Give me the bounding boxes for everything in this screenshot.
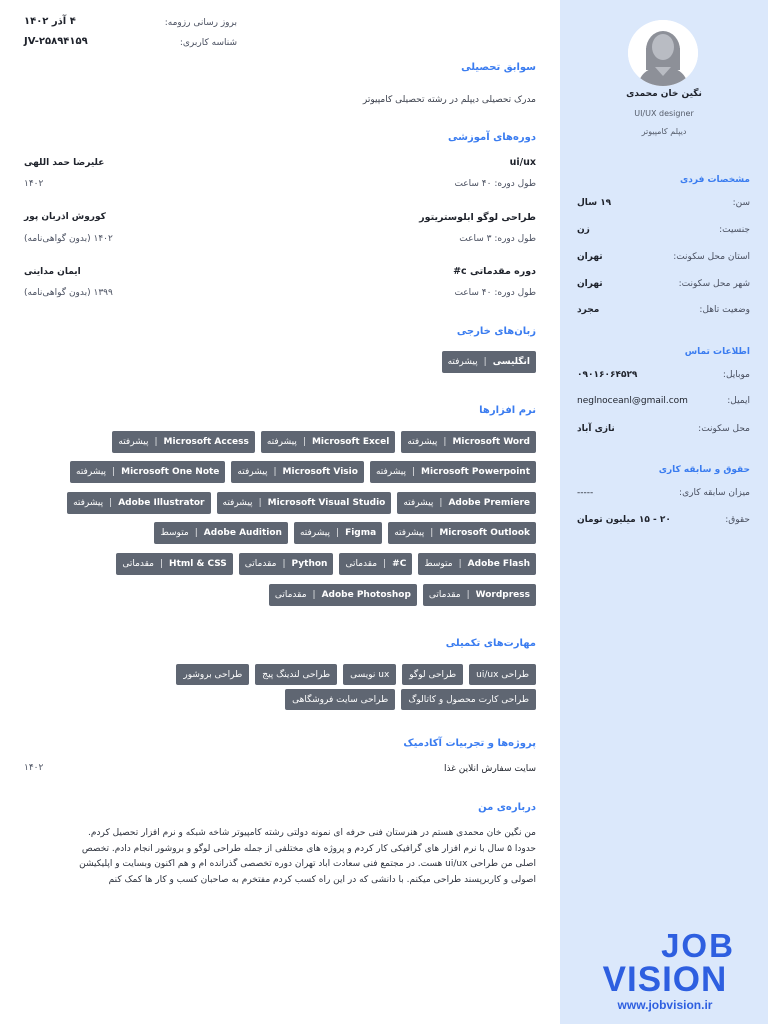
- software-tag: Microsoft One Note | پیشرفته: [70, 461, 225, 483]
- personal-row-gender: [577, 223, 750, 237]
- jobvision-logo: [582, 929, 744, 1014]
- skill-chip: ux نویسی: [343, 664, 396, 685]
- personal-row-marital: [577, 303, 750, 317]
- updated-value: ۴ آذر ۱۴۰۲: [24, 16, 76, 27]
- userid-label: شناسه کاربری:: [179, 38, 237, 48]
- software-tag: Adobe Illustrator | پیشرفته: [67, 492, 210, 514]
- salary-label: حقوق:: [725, 515, 750, 525]
- skills-row: [16, 664, 536, 685]
- software-tag: C# | مقدماتی: [339, 553, 412, 575]
- skill-chip: طراحی بروشور: [176, 664, 249, 685]
- courses-heading: دوره‌های آموزشی: [448, 132, 536, 143]
- course-title: ui/ux: [509, 157, 536, 168]
- contact-heading: اطلاعات تماس: [684, 347, 750, 357]
- mobile-value[interactable]: ۰۹۰۱۶۰۶۴۵۲۹: [577, 370, 638, 380]
- skill-chip: طراحی لندینگ پیج: [255, 664, 337, 685]
- experience-value: -----: [577, 488, 594, 498]
- languages-list: [16, 351, 536, 373]
- province-value: تهران: [577, 252, 603, 262]
- software-tag: Microsoft Word | پیشرفته: [401, 431, 536, 453]
- updated-label: بروز رسانی رزومه:: [164, 18, 237, 28]
- profile-job-title: UI/UX designer: [634, 109, 694, 118]
- course-instructor: علیرضا حمد اللهی: [24, 158, 105, 168]
- software-tag: Adobe Audition | متوسط: [154, 522, 287, 544]
- address-value: نازی آباد: [577, 424, 615, 434]
- profile-degree: دیپلم کامپیوتر: [641, 127, 687, 136]
- gender-value: زن: [577, 225, 590, 235]
- gender-label: جنسیت:: [719, 225, 750, 235]
- course-instructor: کوروش اذربان پور: [24, 212, 106, 222]
- software-tag: Adobe Photoshop | مقدماتی: [269, 584, 417, 606]
- software-tag: Microsoft Visio | پیشرفته: [231, 461, 364, 483]
- skills-heading: مهارت‌های تکمیلی: [445, 638, 536, 649]
- software-tag: Microsoft Outlook | پیشرفته: [388, 522, 536, 544]
- logo-line2: VISION: [602, 960, 728, 999]
- salary-row: [577, 513, 750, 527]
- course-instructor: ایمان مداینی: [24, 267, 81, 277]
- languages-heading: زبان‌های خارجی: [456, 326, 536, 337]
- mobile-label: موبایل:: [722, 370, 750, 380]
- about-line: حدودا ۵ سال با نرم افزار های گرافیکی کار کردم و پروژه های مختلفی از جمله طراحی لوگو و بروشور انجام دادم. تخصص: [81, 843, 536, 854]
- course-year: ۱۴۰۲: [24, 179, 44, 189]
- course-title: دوره مقدماتی c#: [453, 266, 536, 277]
- age-label: سن:: [732, 198, 750, 208]
- contact-row-email: [577, 394, 750, 408]
- logo-url: www.jobvision.ir: [617, 998, 713, 1012]
- marital-value: مجرد: [577, 305, 600, 315]
- about-heading: درباره‌ی من: [478, 802, 536, 813]
- contact-row-address: [577, 422, 750, 436]
- education-heading: سوابق تحصیلی: [461, 62, 536, 73]
- profile-sidebar: [560, 0, 768, 1024]
- projects-heading: پروژه‌ها و تجربیات آکادمیک: [403, 738, 536, 749]
- marital-label: وضعیت تاهل:: [699, 305, 750, 315]
- personal-row-city: [577, 277, 750, 291]
- experience-row: [577, 486, 750, 500]
- skill-chip: طراحی سایت فروشگاهی: [285, 689, 395, 710]
- project-year: ۱۴۰۲: [24, 763, 44, 773]
- userid-value: JV-۲۵۸۹۴۱۵۹: [24, 36, 88, 47]
- salary-heading: حقوق و سابقه کاری: [658, 465, 750, 475]
- profile-name: نگین خان محمدی: [626, 89, 702, 99]
- course-year: ۱۴۰۲ (بدون گواهی‌نامه): [24, 234, 113, 244]
- software-row: [16, 553, 536, 575]
- about-line: اصولی و کاربرپسند طراحی میکنم. با دانشی که در این راه کسب کردم مفتخرم به صاحبان کسب و کار ها کمک کنم: [108, 874, 536, 885]
- software-tag: Microsoft Visual Studio | پیشرفته: [217, 492, 392, 514]
- software-tag: Adobe Premiere | پیشرفته: [397, 492, 536, 514]
- software-row: [16, 461, 536, 483]
- skill-chip: طراحی لوگو: [402, 664, 463, 685]
- contact-row-mobile: [577, 368, 750, 382]
- experience-label: میزان سابقه کاری:: [679, 488, 750, 498]
- city-value: تهران: [577, 279, 603, 289]
- course-duration: طول دوره: ۳ ساعت: [459, 234, 536, 244]
- software-tag: Adobe Flash | متوسط: [418, 553, 536, 575]
- skill-chip: طراحی کارت محصول و کاتالوگ: [401, 689, 536, 710]
- project-title: سایت سفارش انلاین غذا: [443, 764, 536, 774]
- email-label: ایمیل:: [727, 396, 750, 406]
- skill-chip: طراحی ui/ux: [469, 664, 536, 685]
- course-duration: طول دوره: ۴۰ ساعت: [454, 288, 536, 298]
- about-line: من نگین خان محمدی هستم در هنرستان فنی حرفه ای نمونه دولتی رشته کامپیوتر شاخه شبکه و نرم افزار تحصیل کردم.: [88, 828, 536, 838]
- about-text: [24, 826, 536, 888]
- logo-line1: JOB: [661, 929, 735, 964]
- software-row: [16, 522, 536, 544]
- salary-value: ۲۰ - ۱۵ میلیون تومان: [577, 515, 671, 525]
- city-label: شهر محل سکونت:: [678, 279, 750, 289]
- software-tag: Wordpress | مقدماتی: [423, 584, 536, 606]
- province-label: استان محل سکونت:: [673, 252, 750, 262]
- software-row: [16, 492, 536, 514]
- software-heading: نرم افزارها: [479, 405, 536, 416]
- personal-row-province: [577, 250, 750, 264]
- software-row: [16, 584, 536, 606]
- language-tag: انگلیسی | پیشرفته: [442, 351, 536, 373]
- software-tag: Figma | پیشرفته: [294, 522, 382, 544]
- age-value: ۱۹ سال: [577, 198, 612, 208]
- personal-row-age: [577, 196, 750, 210]
- education-text: مدرک تحصیلی دیپلم در رشته تحصیلی کامپیوتر: [362, 95, 536, 105]
- software-tag: Python | مقدماتی: [239, 553, 334, 575]
- course-title: طراحی لوگو ابلوستریتور: [419, 212, 536, 223]
- course-duration: طول دوره: ۴۰ ساعت: [454, 179, 536, 189]
- software-row: [16, 431, 536, 453]
- female-avatar-icon: [628, 20, 698, 86]
- software-tag: Microsoft Excel | پیشرفته: [261, 431, 395, 453]
- email-link[interactable]: neglnoceanl@gmail.com: [577, 396, 688, 406]
- course-year: ۱۳۹۹ (بدون گواهی‌نامه): [24, 288, 113, 298]
- personal-info-heading: مشخصات فردی: [679, 175, 750, 185]
- about-line: اصلی من طراحی ui/ux هست. در مجتمع فنی سعادت اباد تهران دوره تخصصی گذرانده ام و هم اکنون وبسایت و اپلیکیشن: [79, 859, 536, 869]
- software-tag: Html & CSS | مقدماتی: [116, 553, 232, 575]
- address-label: محل سکونت:: [698, 424, 750, 434]
- skills-row: [16, 689, 536, 710]
- software-tag: Microsoft Powerpoint | پیشرفته: [370, 461, 536, 483]
- software-tag: Microsoft Access | پیشرفته: [112, 431, 254, 453]
